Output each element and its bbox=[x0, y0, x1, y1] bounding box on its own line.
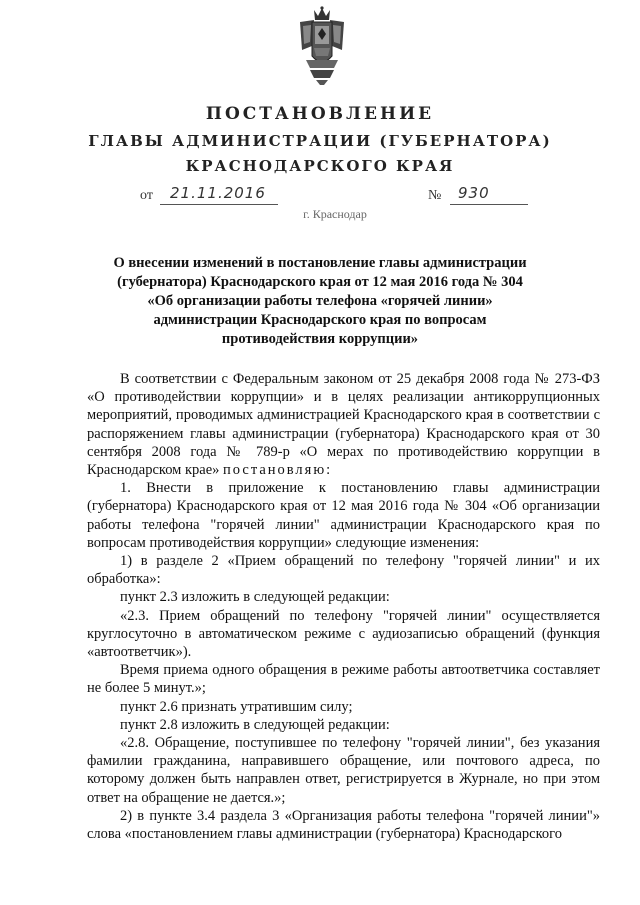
number-underline bbox=[450, 204, 528, 205]
paragraph: 1) в разделе 2 «Прием обращений по телефону "горячей линии" и их обработка»: bbox=[87, 553, 600, 588]
paragraph: «2.8. Обращение, поступившее по телефону "горячей линии", без указания фамилии гражданина, направившего обращение, или почтового адреса, по которому должен быть направлен ответ, регистрируется в Журнале, но при этом ответ на обращение не дается.»; bbox=[87, 735, 600, 806]
paragraph: 2) в пункте 3.4 раздела 3 «Организация работы телефона "горячей линии"» слова «постановлением главы администрации (губернатора) Краснодарского bbox=[87, 807, 600, 843]
paragraph-text: В соответствии с Федеральным законом от 25 декабря 2008 года № 273-ФЗ «О противодействии коррупции» и в целях реализации антикоррупционных мероприятий, проводимых администрацией Краснодарского края в соответствии с распоряжением главы администрации (губернатора) Краснодарского края от 30 сентября 2008 года № 789-р «О мерах по противодействию коррупции в Краснодарском крае» bbox=[87, 371, 600, 479]
number-label: № bbox=[428, 188, 442, 203]
paragraph: пункт 2.8 изложить в следующей редакции: bbox=[120, 716, 390, 733]
city: г. Краснодар bbox=[303, 207, 367, 221]
document-title: ПОСТАНОВЛЕНИЕ bbox=[205, 104, 435, 124]
paragraph: пункт 2.3 изложить в следующей редакции: bbox=[120, 589, 390, 606]
document-body bbox=[87, 370, 600, 843]
subject-line: (губернатора) Краснодарского края от 12 мая 2016 года № 304 bbox=[117, 274, 523, 290]
date-label: от bbox=[140, 188, 153, 203]
subject-line: «Об организации работы телефона «горячей линии» bbox=[147, 293, 493, 309]
paragraph bbox=[87, 370, 600, 479]
paragraph: пункт 2.6 признать утратившим силу; bbox=[120, 698, 353, 715]
number-value: 930 bbox=[458, 184, 490, 202]
issuer-line: ГЛАВЫ АДМИНИСТРАЦИИ (ГУБЕРНАТОРА) bbox=[88, 132, 552, 150]
subject-line: О внесении изменений в постановление главы администрации bbox=[113, 255, 527, 271]
paragraph: 1. Внести в приложение к постановлению главы администрации (губернатора) Краснодарского края от 12 мая 2016 года № 304 «Об организации работы телефона "горячей линии" администрации Краснодарского края по вопросам противодействия коррупции» следующие изменения: bbox=[87, 480, 600, 551]
region-line: КРАСНОДАРСКОГО КРАЯ bbox=[185, 157, 455, 175]
subject-line: администрации Краснодарского края по вопросам bbox=[153, 312, 487, 328]
paragraph: «2.3. Прием обращений по телефону "горячей линии" осуществляется круглосуточно в автоматическом режиме с аудиозаписью обращений (функция «автоответчик»). bbox=[87, 607, 600, 661]
subject-line: противодействия коррупции» bbox=[221, 331, 419, 347]
date-underline bbox=[160, 204, 278, 205]
coat-of-arms-emblem bbox=[296, 6, 348, 86]
subject-heading bbox=[100, 254, 540, 349]
paragraph: Время приема одного обращения в режиме работы автоответчика составляет не более 5 минут.»; bbox=[87, 662, 600, 697]
date-value: 21.11.2016 bbox=[170, 184, 266, 202]
resolution-word: постановляю: bbox=[223, 462, 333, 479]
